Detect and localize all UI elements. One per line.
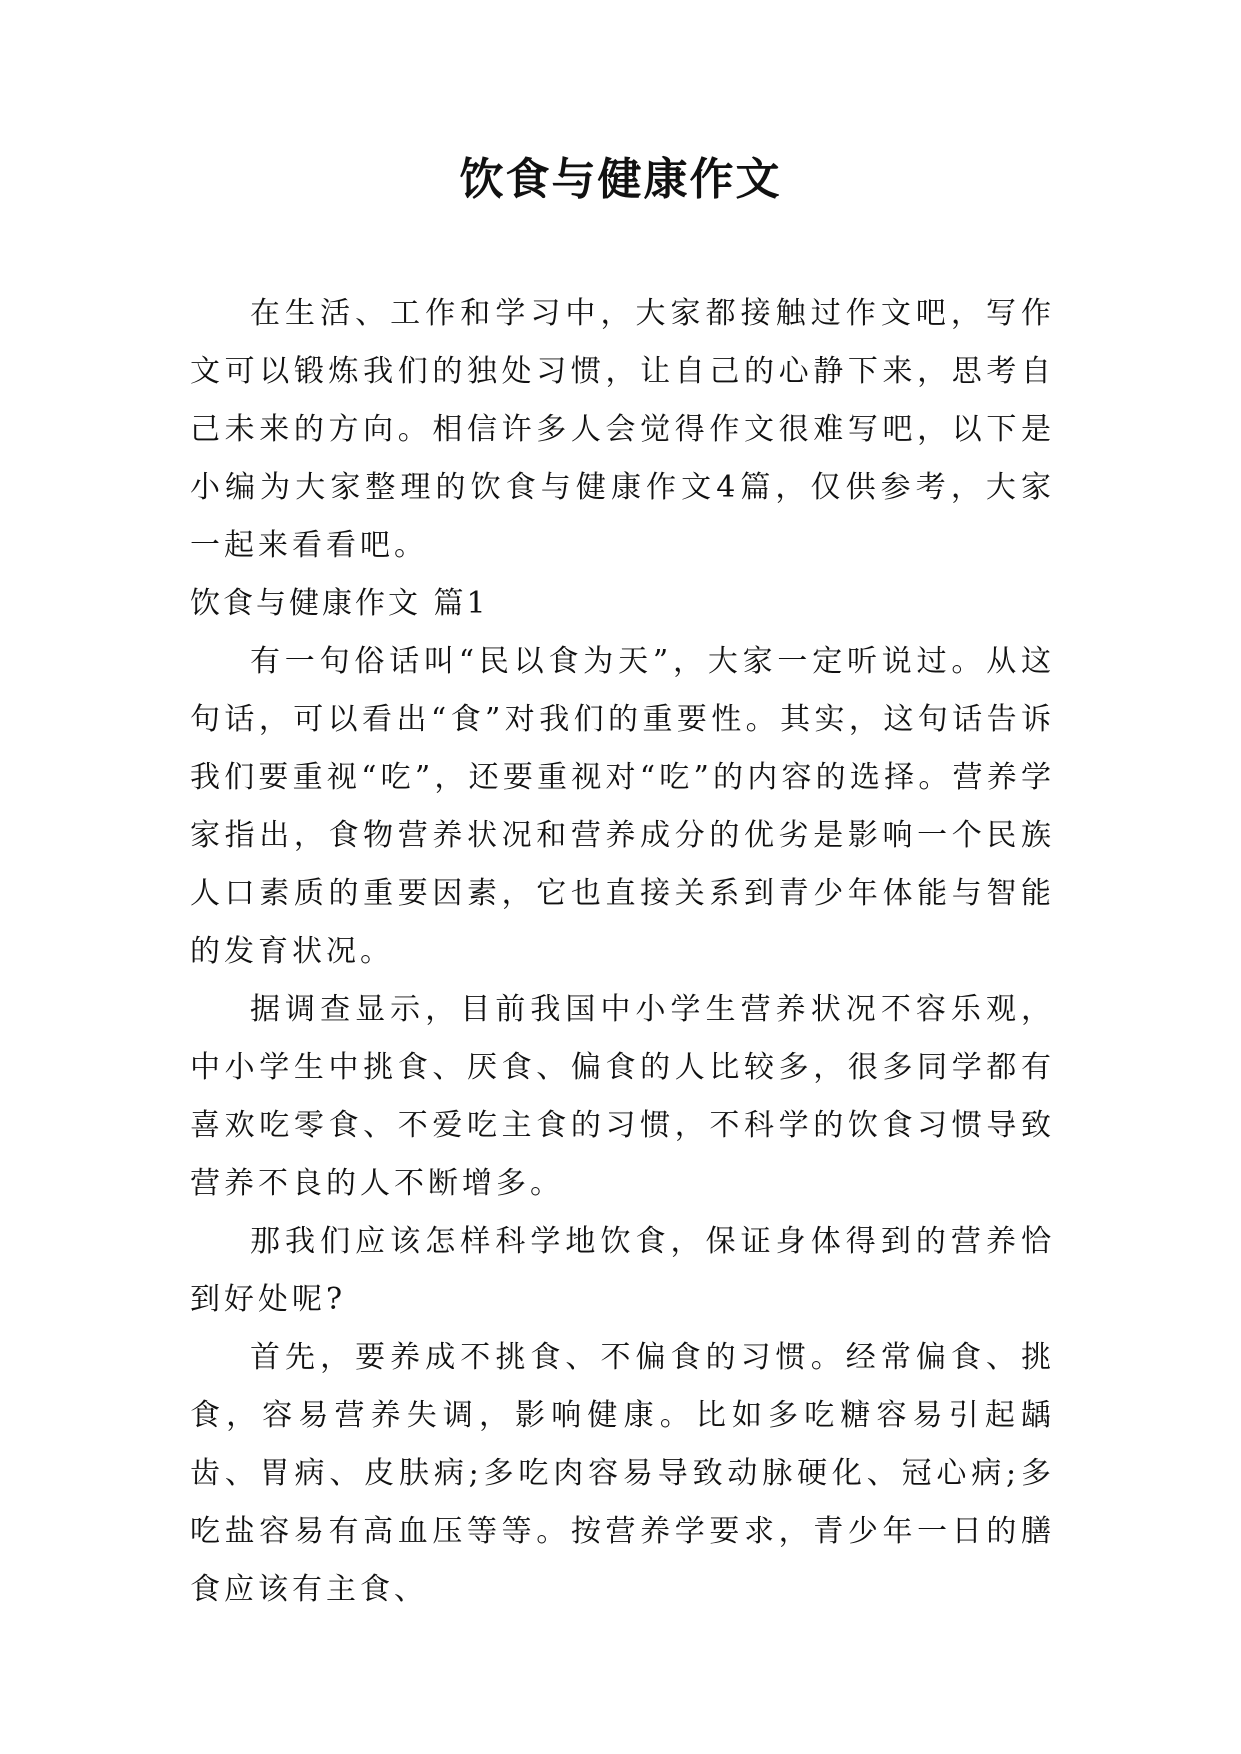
document-body [190,285,1055,1619]
body-paragraph: 据调查显示，目前我国中小学生营养状况不容乐观，中小学生中挑食、厌食、偏食的人比较多，很多同学都有喜欢吃零食、不爱吃主食的习惯，不科学的饮食习惯导致营养不良的人不断增多。 [190,992,1055,1201]
intro-paragraph: 在生活、工作和学习中，大家都接触过作文吧，写作文可以锻炼我们的独处习惯，让自己的心静下来，思考自己未来的方向。相信许多人会觉得作文很难写吧，以下是小编为大家整理的饮食与健康作文4篇，仅供参考，大家一起来看看吧。 [190,296,1055,563]
body-paragraph: 首先，要养成不挑食、不偏食的习惯。经常偏食、挑食，容易营养失调，影响健康。比如多吃糖容易引起龋齿、胃病、皮肤病;多吃肉容易导致动脉硬化、冠心病;多吃盐容易有高血压等等。按营养学要求，青少年一日的膳食应该有主食、 [190,1340,1055,1607]
body-paragraph: 那我们应该怎样科学地饮食，保证身体得到的营养恰到好处呢? [190,1224,1055,1317]
body-paragraph: 有一句俗话叫“民以食为天”，大家一定听说过。从这句话，可以看出“食”对我们的重要性。其实，这句话告诉我们要重视“吃”，还要重视对“吃”的内容的选择。营养学家指出，食物营养状况和营养成分的优劣是影响一个民族人口素质的重要因素，它也直接关系到青少年体能与智能的发育状况。 [190,644,1055,969]
section-heading: 饮食与健康作文 篇1 [190,586,489,621]
document-title: 饮食与健康作文 [459,154,782,205]
